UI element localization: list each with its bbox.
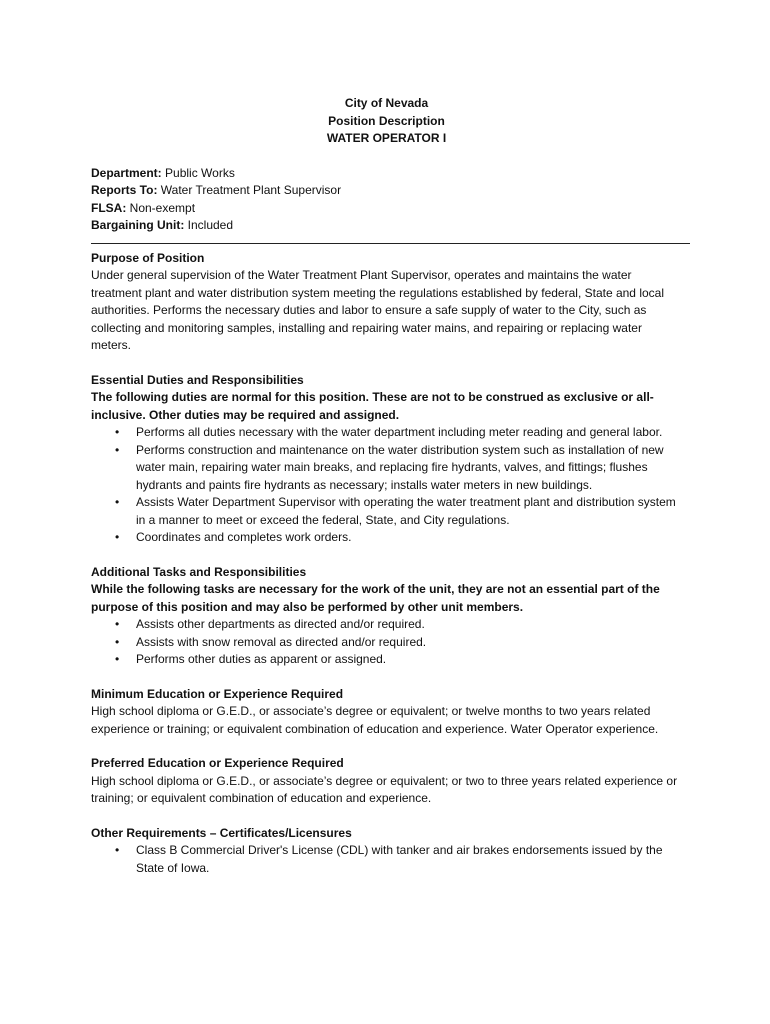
list-item: • Performs other duties as apparent or assigned. (136, 651, 682, 669)
section-body: High school diploma or G.E.D., or associate’s degree or equivalent; or two to three years related experience or training; or equivalent combination of education and experience. (91, 773, 678, 805)
section-body: Under general supervision of the Water Treatment Plant Supervisor, operates and maintains the water treatment plant and water distribution system meeting the regulations established by federal, State and local authorities. Performs the necessary duties and labor to ensure a safe supply of water to the City, such as collecting and monitoring samples, installing and repairing water mains, and repairing or replacing water meters. (91, 268, 664, 352)
purpose-section (91, 250, 682, 355)
section-heading: Minimum Education or Experience Required (91, 686, 344, 701)
list-item: • Performs all duties necessary with the water department including meter reading and general labor. (136, 424, 682, 442)
essential-duties-section (91, 372, 682, 547)
position-meta (91, 165, 682, 235)
bullet-list (91, 616, 682, 669)
meta-label: Reports To: (91, 183, 158, 197)
meta-reports-to (91, 182, 682, 200)
document-header (91, 95, 682, 148)
position-title: WATER OPERATOR I (326, 131, 447, 145)
section-note: While the following tasks are necessary for the work of the unit, they are not an essential part of the purpose of this position and may also be performed by other unit members. (91, 582, 660, 614)
meta-department (91, 165, 682, 183)
section-divider (91, 243, 690, 244)
document-type: Position Description (328, 113, 445, 128)
section-body: High school diploma or G.E.D., or associate’s degree or equivalent; or twelve months to two years related experience or training; or equivalent combination of education and experience. Water Operator experience. (91, 704, 659, 736)
meta-value: Included (184, 218, 234, 232)
list-item: • Assists with snow removal as directed and/or required. (136, 634, 682, 652)
preferred-education-section (91, 755, 682, 808)
meta-flsa (91, 200, 682, 218)
list-item: • Performs construction and maintenance on the water distribution system such as installation of new water main, repairing water main breaks, and replacing fire hydrants, valves, and fittings; flushes hydrants and paints fire hydrants as necessary; installs water meters in new buildings. (136, 442, 682, 495)
list-item: • Assists other departments as directed and/or required. (136, 616, 682, 634)
list-item: • Assists Water Department Supervisor with operating the water treatment plant and distribution system in a manner to meet or exceed the federal, State, and City regulations. (136, 494, 682, 529)
bullet-list (91, 842, 682, 877)
bullet-list (91, 424, 682, 547)
list-item: • Class B Commercial Driver's License (CDL) with tanker and air brakes endorsements issued by the State of Iowa. (136, 842, 682, 877)
meta-label: FLSA: (91, 200, 127, 215)
section-heading: Additional Tasks and Responsibilities (91, 564, 307, 579)
section-note: The following duties are normal for this position. These are not to be construed as exclusive or all-inclusive. Other duties may be required and assigned. (91, 390, 654, 422)
additional-tasks-section (91, 564, 682, 669)
meta-label: Bargaining Unit: (91, 218, 185, 232)
org-name: City of Nevada (344, 96, 429, 110)
min-education-section (91, 686, 682, 739)
meta-label: Department: (91, 165, 162, 180)
list-item: • Coordinates and completes work orders. (136, 529, 682, 547)
section-heading: Essential Duties and Responsibilities (91, 372, 304, 387)
section-heading: Other Requirements – Certificates/Licensures (91, 825, 352, 840)
meta-value: Public Works (161, 165, 235, 180)
meta-value: Non-exempt (126, 200, 196, 215)
section-heading: Purpose of Position (91, 250, 205, 265)
section-heading: Preferred Education or Experience Required (91, 756, 344, 770)
meta-bargaining-unit (91, 217, 682, 235)
other-requirements-section (91, 825, 682, 878)
meta-value: Water Treatment Plant Supervisor (157, 183, 342, 197)
